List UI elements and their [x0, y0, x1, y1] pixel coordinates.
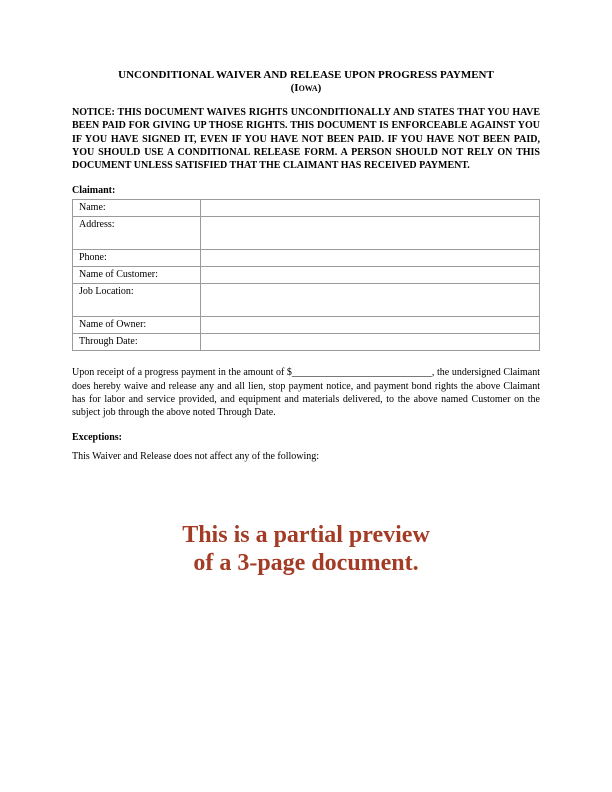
row-label-job-location: Job Location:	[73, 284, 201, 317]
row-label-customer: Name of Customer:	[73, 267, 201, 284]
document-subtitle: (Iowa)	[290, 82, 322, 94]
table-row-customer	[73, 267, 540, 284]
claimant-heading: Claimant:	[72, 185, 116, 197]
row-label-phone: Phone:	[73, 250, 201, 267]
document-title: UNCONDITIONAL WAIVER AND RELEASE UPON PROGRESS PAYMENT	[118, 69, 494, 81]
exceptions-text: This Waiver and Release does not affect any of the following:	[72, 450, 320, 462]
row-label-owner: Name of Owner:	[73, 317, 201, 334]
amount-blank: ____________________________	[291, 367, 432, 379]
exceptions-heading: Exceptions:	[72, 431, 122, 443]
row-value-through-date	[201, 334, 540, 351]
table-row-owner	[73, 317, 540, 334]
release-paragraph	[72, 366, 540, 419]
table-row-through-date	[73, 334, 540, 351]
row-label-name: Name:	[73, 200, 201, 217]
row-label-through-date: Through Date:	[73, 334, 201, 351]
row-value-job-location	[201, 284, 540, 317]
notice-paragraph: NOTICE: THIS DOCUMENT WAIVES RIGHTS UNCONDITIONALLY AND STATES THAT YOU HAVE BEEN PAID FOR GIVING UP THOSE RIGHTS. THIS DOCUMENT IS ENFORCEABLE AGAINST YOU IF YOU HAVE SIGNED IT, EVEN IF YOU HAVE NOT BEEN PAID. IF YOU HAVE NOT BEEN PAID, YOU SHOULD USE A CONDITIONAL RELEASE FORM. A PERSON SHOULD NOT RELY ON THIS DOCUMENT UNLESS SATISFIED THAT THE CLAIMANT HAS RECEIVED PAYMENT.	[72, 107, 540, 172]
table-row-job-location	[73, 284, 540, 317]
row-label-address: Address:	[73, 217, 201, 250]
preview-line-1: This is a partial preview	[182, 521, 430, 548]
row-value-customer	[201, 267, 540, 284]
claimant-table	[72, 199, 540, 351]
table-row-phone	[73, 250, 540, 267]
row-value-phone	[201, 250, 540, 267]
preview-watermark	[72, 521, 540, 577]
row-value-address	[201, 217, 540, 250]
preview-line-2: of a 3-page document.	[193, 549, 419, 576]
row-value-name	[201, 200, 540, 217]
release-text-after-blank: , the undersigned Claimant does hereby waive and release any and all lien, stop payment notice, and payment bond rights the above Claimant has for labor and service provided, and equipment and materials delivered, to the above named Customer on the subject job through the above noted Through Date.	[72, 367, 541, 419]
row-value-owner	[201, 317, 540, 334]
table-row-address	[73, 217, 540, 250]
table-row-name	[73, 200, 540, 217]
release-text-before-blank: Upon receipt of a progress payment in the amount of $	[72, 367, 292, 379]
